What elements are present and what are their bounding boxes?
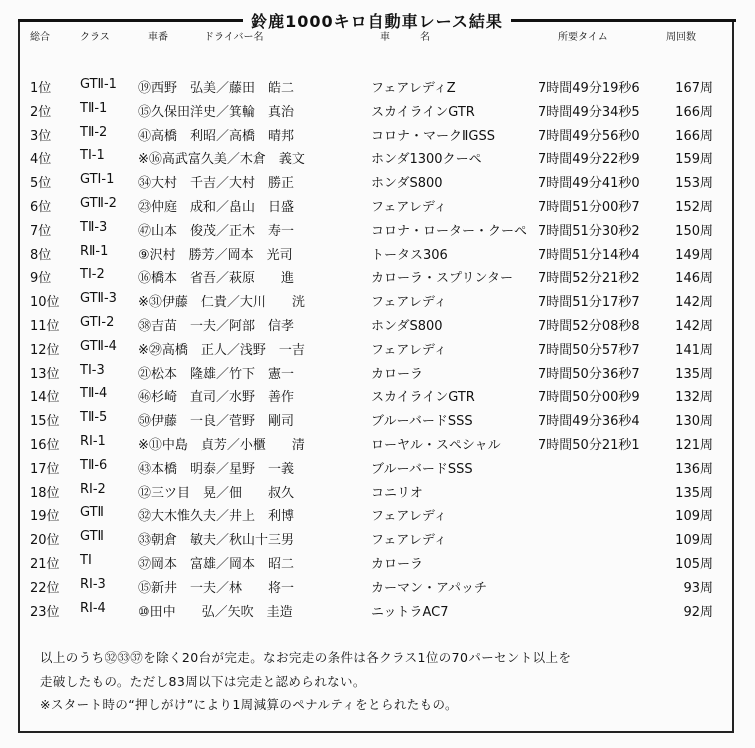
driver-cell: ㊻杉崎 直司／水野 善作 [138,390,295,406]
table-row [0,360,755,384]
car-cell: コロナ・マークⅡGSS [371,128,495,144]
table-row [0,574,755,598]
laps-cell: 93周 [683,580,713,596]
table-row [0,193,755,217]
class-cell: TⅡ-6 [80,457,108,473]
driver-cell: ※㉙高橋 正人／浅野 一吉 [138,342,305,358]
position-cell: 13位 [30,366,60,382]
driver-cell: ㉜大木惟久夫／井上 利博 [138,509,295,525]
class-cell: GTⅡ [80,505,104,521]
page-title: 鈴鹿1000キロ自動車レース結果 [251,11,503,31]
car-cell: カローラ・スプリンター [371,271,513,287]
driver-cell: ㊿伊藤 一良／菅野 剛司 [138,414,295,430]
class-cell: RⅠ-3 [80,576,106,592]
class-cell: TⅡ-3 [80,219,108,235]
driver-cell: ※⑪中島 貞芳／小櫃 清 [138,437,305,453]
time-cell: 7時間52分08秒8 [538,318,640,334]
laps-cell: 149周 [675,247,713,263]
driver-cell: ㊶高橋 利昭／高橋 晴邦 [138,128,295,144]
laps-cell: 109周 [675,533,713,549]
car-cell: ホンダS800 [371,318,443,334]
table-row [0,217,755,241]
table-row [0,169,755,193]
header-driver: ドライバー名 [204,32,264,43]
time-cell: 7時間51分17秒7 [538,295,640,311]
class-cell: TⅠ-1 [80,148,105,164]
table-row [0,336,755,360]
time-cell: 7時間51分14秒4 [538,247,640,263]
car-cell: スカイラインGTR [371,390,475,406]
title-bar [18,8,736,32]
driver-cell: ㉝朝倉 敏夫／秋山十三男 [138,533,295,549]
car-cell: トータス306 [371,247,448,263]
time-cell: 7時間49分19秒6 [538,81,640,96]
class-cell: TⅡ-1 [80,100,108,116]
position-cell: 11位 [30,318,60,334]
car-cell: フェアレディ [371,199,447,215]
class-cell: TⅠ-3 [80,362,105,378]
class-cell: GTⅡ-1 [80,77,117,92]
table-row [0,122,755,146]
car-cell: スカイラインGTR [371,104,475,120]
header-pos: 総合 [30,32,50,43]
class-cell: TⅠ [80,552,92,568]
car-cell: ホンダS800 [371,176,443,192]
laps-cell: 132周 [675,390,713,406]
time-cell: 7時間50分57秒7 [538,342,640,358]
laps-cell: 141周 [675,342,713,358]
driver-cell: ⑫三ツ目 晃／佃 叔久 [138,485,295,501]
position-cell: 14位 [30,390,60,406]
laps-cell: 167周 [675,81,713,96]
table-row [0,550,755,574]
time-cell: 7時間49分56秒0 [538,128,640,144]
table-row [0,288,755,312]
laps-cell: 159周 [675,152,713,168]
footnote-line-3: ※スタート時の“押しがけ”により1周減算のペナルティをとられたもの。 [40,697,458,712]
position-cell: 20位 [30,533,60,549]
position-cell: 22位 [30,580,60,596]
class-cell: GTⅡ-3 [80,291,117,307]
time-cell: 7時間50分21秒1 [538,437,640,453]
class-cell: TⅡ-2 [80,124,108,140]
position-cell: 21位 [30,556,60,572]
class-cell: GTⅠ-1 [80,172,115,188]
position-cell: 4位 [30,152,52,168]
laps-cell: 150周 [675,223,713,239]
table-row [0,526,755,550]
footnote-line-2: 走破したもの。ただし83周以下は完走と認められない。 [40,674,366,689]
driver-cell: ⑨沢村 勝芳／岡本 光司 [138,247,293,263]
position-cell: 6位 [30,199,52,215]
driver-cell: ㉑松本 隆雄／竹下 憲一 [138,366,295,382]
time-cell: 7時間49分36秒4 [538,414,640,430]
car-cell: カローラ [371,366,424,382]
driver-cell: ⑮久保田洋史／箕輪 真治 [138,104,295,120]
class-cell: GTⅡ-4 [80,338,117,354]
car-cell: コロナ・ローター・クーペ [371,223,528,239]
position-cell: 16位 [30,437,60,453]
position-cell: 10位 [30,295,60,311]
car-cell: カーマン・アパッチ [371,580,487,596]
driver-cell: ㊳吉苗 一夫／阿部 信孝 [138,318,295,334]
header-car-number: 車番 [148,32,168,43]
laps-cell: 146周 [675,271,713,287]
car-cell: ブルーバードSSS [371,461,473,477]
laps-cell: 166周 [675,104,713,120]
table-row [0,312,755,336]
table-row [0,264,755,288]
laps-cell: 136周 [675,461,713,477]
laps-cell: 152周 [675,199,713,215]
car-cell: カローラ [371,556,424,572]
driver-cell: ㉞大村 千吉／大村 勝正 [138,176,295,192]
table-row [0,431,755,455]
class-cell: GTⅠ-2 [80,314,115,330]
table-row [0,502,755,526]
table-row [0,241,755,265]
class-cell: RⅠ-4 [80,600,106,616]
laps-cell: 109周 [675,509,713,525]
position-cell: 5位 [30,176,52,192]
laps-cell: 135周 [675,485,713,501]
table-row [0,74,755,98]
class-cell: GTⅡ [80,529,104,545]
car-cell: ローヤル・スペシャル [371,437,501,453]
driver-cell: ※⑯高武富久美／木倉 義文 [138,152,305,168]
car-cell: ニットラAC7 [371,604,449,620]
position-cell: 12位 [30,342,60,358]
time-cell: 7時間50分00秒9 [538,390,640,406]
driver-cell: ⑮新井 一夫／林 将一 [138,580,295,596]
time-cell: 7時間51分30秒2 [538,223,640,239]
position-cell: 8位 [30,247,52,263]
laps-cell: 121周 [675,437,713,453]
time-cell: 7時間49分22秒9 [538,152,640,168]
laps-cell: 166周 [675,128,713,144]
time-cell: 7時間49分41秒0 [538,176,640,192]
table-row [0,145,755,169]
driver-cell: ⑲西野 弘美／藤田 皓二 [138,81,295,96]
header-class: クラス [80,32,110,43]
laps-cell: 105周 [675,556,713,572]
footnote-line-1: 以上のうち㉜㉝㊲を除く20台が完走。なお完走の条件は各クラス1位の70パーセント以上を [40,650,572,665]
driver-cell: ㊲岡本 富雄／岡本 昭二 [138,556,295,572]
car-cell: フェアレディ [371,342,447,358]
position-cell: 2位 [30,104,52,120]
table-row [0,479,755,503]
results-table [0,74,755,621]
position-cell: 23位 [30,604,60,620]
header-car-name: 車 名 [380,32,430,43]
header-time: 所要タイム [558,32,608,43]
class-cell: RⅠ-1 [80,433,106,449]
class-cell: RⅠ-2 [80,481,106,497]
class-cell: RⅡ-1 [80,243,109,259]
title-rule-left [18,19,243,22]
position-cell: 7位 [30,223,52,239]
table-row [0,98,755,122]
position-cell: 15位 [30,414,60,430]
position-cell: 18位 [30,485,60,501]
time-cell: 7時間52分21秒2 [538,271,640,287]
position-cell: 9位 [30,271,52,287]
driver-cell: ⑯橋本 省吾／萩原 進 [138,271,295,287]
time-cell: 7時間51分00秒7 [538,199,640,215]
time-cell: 7時間49分34秒5 [538,104,640,120]
table-row [0,598,755,622]
class-cell: TⅡ-5 [80,410,108,426]
position-cell: 1位 [30,81,52,96]
laps-cell: 142周 [675,318,713,334]
laps-cell: 142周 [675,295,713,311]
car-cell: フェアレディZ [371,81,456,96]
driver-cell: ㉓仲庭 成和／畠山 日盛 [138,199,295,215]
driver-cell: ※㉛伊藤 仁貴／大川 洸 [138,295,305,311]
table-row [0,407,755,431]
table-row [0,383,755,407]
class-cell: TⅠ-2 [80,267,105,283]
car-cell: フェアレディ [371,533,447,549]
position-cell: 19位 [30,509,60,525]
position-cell: 17位 [30,461,60,477]
laps-cell: 153周 [675,176,713,192]
car-cell: コニリオ [371,485,423,501]
header-laps: 周回数 [666,32,696,43]
position-cell: 3位 [30,128,52,144]
driver-cell: ㊸本橋 明泰／星野 一義 [138,461,295,477]
title-rule-right [511,19,736,22]
driver-cell: ⑩田中 弘／矢吹 圭造 [138,604,293,620]
time-cell: 7時間50分36秒7 [538,366,640,382]
class-cell: GTⅡ-2 [80,195,117,211]
car-cell: ブルーバードSSS [371,414,473,430]
car-cell: フェアレディ [371,295,447,311]
table-row [0,455,755,479]
laps-cell: 135周 [675,366,713,382]
laps-cell: 92周 [683,604,713,620]
class-cell: TⅡ-4 [80,386,108,402]
laps-cell: 130周 [675,414,713,430]
car-cell: ホンダ1300クーペ [371,152,482,168]
driver-cell: ㊼山本 俊茂／正木 寿一 [138,223,295,239]
car-cell: フェアレディ [371,509,447,525]
